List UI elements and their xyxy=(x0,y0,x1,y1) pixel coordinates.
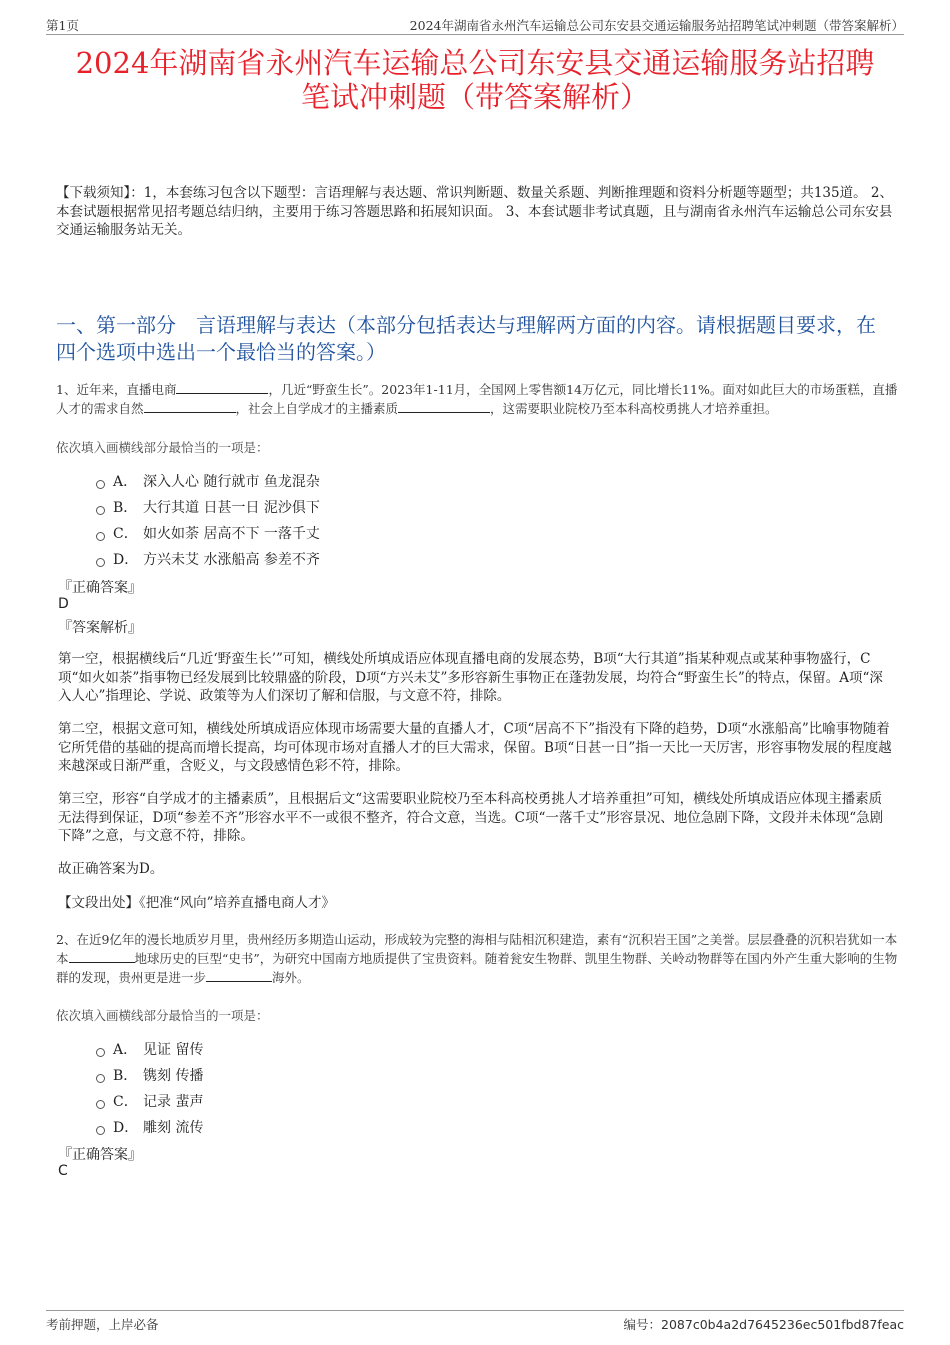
fill-blank xyxy=(398,400,490,413)
option-d[interactable]: D． 雕刻 流传 xyxy=(96,1114,203,1140)
document-title xyxy=(40,46,910,114)
title-line-1: 2024年湖南省永州汽车运输总公司东安县交通运输服务站招聘 xyxy=(75,46,875,80)
option-b[interactable]: B． 大行其道 日甚一日 泥沙俱下 xyxy=(96,494,320,520)
radio-icon[interactable] xyxy=(96,1126,105,1135)
question-1-prompt: 依次填入画横线部分最恰当的一项是： xyxy=(56,440,269,455)
radio-icon[interactable] xyxy=(96,1074,105,1083)
analysis-paragraph: 第二空，根据文意可知，横线处所填成语应体现市场需要大量的直播人才，C项“居高不下”指没有下降的趋势，D项“水涨船高”比喻事物随着它所凭借的基础的提高而增长提高，均可体现市场对直播人才的巨大需求，保留。B项“日甚一日”指一天比一天厉害，形容事物发展的程度越来越深或日渐严重，含贬义，与文段感情色彩不符，排除。 xyxy=(58,721,892,774)
source-citation: 【文段出处】《把准“风向”培养直播电商人才》 xyxy=(58,895,336,911)
fill-blank xyxy=(144,400,236,413)
analysis-label: 『答案解析』 xyxy=(58,620,142,636)
question-2-stem: 2、在近9亿年的漫长地质岁月里，贵州经历多期造山运动，形成较为完整的海相与陆相沉积建造，素有“沉积岩王国”之美誉。层层叠叠的沉积岩犹如一本本 地球历史的巨型“史书”，为研究中国南方地质提供了宝贵资料。随着瓮安生物群、凯里生物群、关岭动物群等在国内外产生重大影响的生物群的发现，贵州更是进一步 海外。 xyxy=(56,932,898,985)
title-line-2: 笔试冲刺题（带答案解析） xyxy=(300,80,649,114)
fill-blank xyxy=(206,969,272,982)
radio-icon[interactable] xyxy=(96,1048,105,1057)
download-notice: 【下载须知】：1，本套练习包含以下题型：言语理解与表达题、常识判断题、数量关系题、判断推理题和资料分析题等题型；共135道。 2、本套试题根据常见招考题总结归纳，主要用于练习答题思路和拓展知识面。 3、本套试题非考试真题，且与湖南省永州汽车运输总公司东安县交通运输服务站无关。 xyxy=(56,185,893,238)
radio-icon[interactable] xyxy=(96,506,105,515)
page-number: 第1页 xyxy=(46,18,79,33)
footer-code: 编号：2087c0b4a2d7645236ec501fbd87feac xyxy=(623,1317,904,1332)
option-a[interactable]: A． 见证 留传 xyxy=(96,1036,203,1062)
question-1-stem: 1、近年来，直播电商 ，几近“野蛮生长”。2023年1-11月，全国网上零售额14万亿元，同比增长11%。面对如此巨大的市场蛋糕，直播人才的需求自然 ，社会上自学成才的主播素质 ，这需要职业院校乃至本科高校勇挑人才培养重担。 xyxy=(56,382,898,416)
radio-icon[interactable] xyxy=(96,480,105,489)
fill-blank xyxy=(176,381,268,394)
radio-icon[interactable] xyxy=(96,532,105,541)
option-d[interactable]: D． 方兴未艾 水涨船高 参差不齐 xyxy=(96,546,320,572)
analysis-paragraph: 第三空，形容“自学成才的主播素质”，且根据后文“这需要职业院校乃至本科高校勇挑人才培养重担”可知，横线处所填成语应体现主播素质无法得到保证，D项“参差不齐”形容水平不一或很不整齐，符合文意，当选。C项“一落千丈”形容景况、地位急剧下降，文段并未体现“急剧下降”之意，与文意不符，排除。 xyxy=(58,791,884,844)
question-1-options xyxy=(96,468,320,572)
option-c[interactable]: C． 如火如荼 居高不下 一落千丈 xyxy=(96,520,320,546)
answer-value: D xyxy=(58,596,69,612)
answer-label: 『正确答案』 xyxy=(58,1147,142,1163)
answer-label: 『正确答案』 xyxy=(58,580,142,596)
page-footer xyxy=(46,1310,904,1335)
fill-blank xyxy=(69,950,135,963)
radio-icon[interactable] xyxy=(96,1100,105,1109)
question-2-options xyxy=(96,1036,203,1140)
page-header xyxy=(46,14,904,35)
answer-value: C xyxy=(58,1163,68,1179)
header-doc-title: 2024年湖南省永州汽车运输总公司东安县交通运输服务站招聘笔试冲刺题（带答案解析） xyxy=(409,18,904,33)
footer-slogan: 考前押题，上岸必备 xyxy=(46,1317,159,1332)
analysis-paragraph: 第一空，根据横线后“几近‘野蛮生长’”可知，横线处所填成语应体现直播电商的发展态势，B项“大行其道”指某种观点或某种事物盛行，C项“如火如荼”指事物已经发展到比较鼎盛的阶段，D项“方兴未艾”多形容新生事物正在蓬勃发展，均符合“野蛮生长”的特点，保留。A项“深入人心”指理论、学说、政策等为人们深切了解和信服，与文意不符，排除。 xyxy=(58,651,883,704)
option-b[interactable]: B． 镌刻 传播 xyxy=(96,1062,203,1088)
option-a[interactable]: A． 深入人心 随行就市 鱼龙混杂 xyxy=(96,468,320,494)
section-heading: 一、第一部分 言语理解与表达（本部分包括表达与理解两方面的内容。请根据题目要求，在四个选项中选出一个最恰当的答案。） xyxy=(56,313,876,364)
analysis-conclusion: 故正确答案为D。 xyxy=(58,861,164,877)
radio-icon[interactable] xyxy=(96,558,105,567)
question-2-prompt: 依次填入画横线部分最恰当的一项是： xyxy=(56,1008,269,1023)
option-c[interactable]: C． 记录 蜚声 xyxy=(96,1088,203,1114)
